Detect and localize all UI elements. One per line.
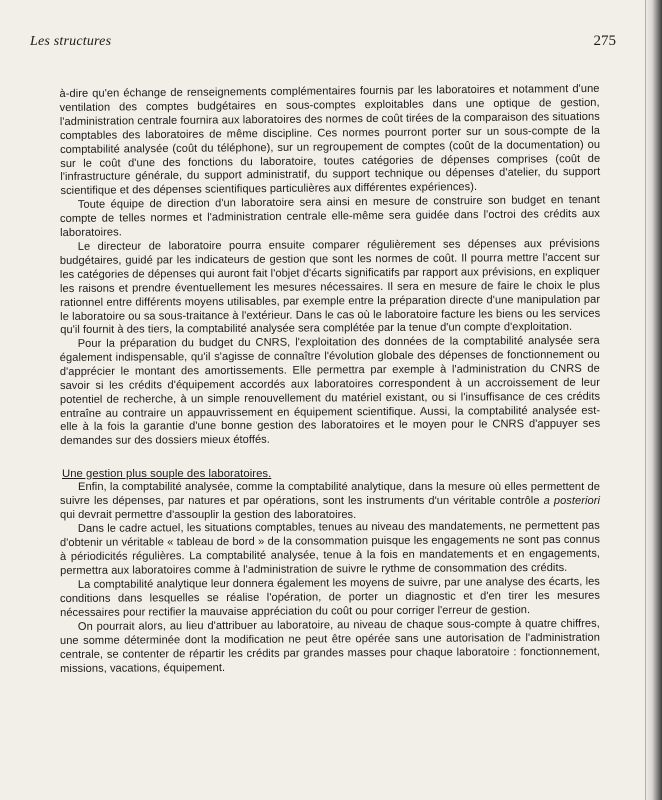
section-heading: Une gestion plus souple des laboratoires. [62,467,272,480]
paragraph-text: Enfin, la comptabilité analysée, comme la comptabilité analytique, dans la mesure où elles permettent de suivre les dépenses, par natures et par opérations, sont les instruments d'un véritable contrôle [60,481,600,508]
running-header [30,34,616,54]
section-spacer [60,450,600,468]
paragraph-budget-construction: Toute équipe de direction d'un laboratoire sera ainsi en mesure de construire son budget en tenant compte de telles normes et l'administration centrale elle-même sera guidée dans l'octroi des crédits aux laboratoires. [59,194,601,240]
paragraph-cnrs-budget: Pour la préparation du budget du CNRS, l'exploitation des données de la comptabilité analysée sera également indispensable, qu'il s'agisse de connaître l'évolution globale des dépenses de fonctionnement ou d'apprécier le montant des amortissements. Elle permettra par exemple à l'administration du CNRS de savoir si les crédits d'équipement accordés aux laboratoires correspondent à un accroissement de leur potentiel de recherche, à un simple renouvellement du matériel existant, ou si l'insuffisance de ces crédits entraîne au contraire un appauvrissement en équipement scientifique. Aussi, la comptabilité analysée est-elle à la fois la garantie d'une bonne gestion des laboratoires et le moyen pour le CNRS d'appuyer ses demandes sur des dossiers mieux étoffés. [59,335,601,448]
running-title: Les structures [30,34,112,49]
paragraph-text: qui devrait permettre d'assouplir la gestion des laboratoires. [60,509,357,522]
paragraph-analytic-accounting: La comptabilité analytique leur donnera également les moyens de suivre, par une analyse des écarts, les conditions dans lesquelles se réalise l'opération, de porter un diagnostic et d'en tirer les mesures nécessaires pour rectifier la mauvaise appréciation du coût ou pour corriger l'erreur de gestion. [59,575,601,619]
scan-shadow [644,0,662,800]
page-number: 275 [593,33,616,49]
paragraph-credit-allocation: On pourrait alors, au lieu d'attribuer au laboratoire, au niveau de chaque sous-compte à quatre chiffres, une somme déterminée dont la modification ne peut être opérée sans une autorisation de l'administration centrale, se contenter de répartir les crédits par grandes masses pour chaque laboratoire : fonctionnement, missions, vacations, équipement. [59,617,601,675]
paragraph-current-framework: Dans le cadre actuel, les situations comptables, tenues au niveau des mandatements, ne permettent pas d'obtenir un véritable « tableau de bord » de la consommation puisque les engagements ne sont pas connus à périodicités régulières. La comptabilité analysée, tenue à la fois en mandatements et en engagements, permettra aux laboratoires comme à l'administration de suivre le rythme de consommation des crédits. [59,519,601,577]
page-body [59,82,601,676]
paragraph-norms: à-dire qu'en échange de renseignements complémentaires fournis par les laboratoires et notamment d'une ventilation des comptes budgétaires en sous-comptes exploitables dans une optique de gestion, l'administration centrale fournira aux laboratoires des normes de coût tirées de la comparaison des situations comptables des laboratoires de même discipline. Ces normes pourront porter sur un sous-compte de la comptabilité analysée (coût du téléphone), sur un regroupement de comptes (coût de la documentation) ou sur le coût d'une des fonctions du laboratoire, toutes catégories de dépenses comprises (coût de l'infrastructure générale, du support administratif, du support technique ou dépenses d'atelier, du support scientifique et des dépenses scientifiques particulières aux différentes expériences). [59,82,601,198]
paragraph-lab-director: Le directeur de laboratoire pourra ensuite comparer régulièrement ses dépenses aux prévisions budgétaires, guidé par les indicateurs de gestion que sont les normes de coût. Il pourra mettre l'accent sur les catégories de dépenses qui auront fait l'objet d'écarts significatifs par rapport aux prévisions, en expliquer les raisons et prendre éventuellement les mesures nécessaires. Il sera en mesure de faire le choix le plus rationnel entre différents moyens utilisables, par exemple entre la préparation directe d'une manipulation par le laboratoire ou sa sous-traitance à l'extérieur. Dans le cas où le laboratoire facture les biens ou les services qu'il fournit à des tiers, la comptabilité analysée sera complétée par la tenue d'un compte d'exploitation. [59,237,601,337]
paragraph-flexible-management [60,481,600,523]
italic-phrase: a posteriori [543,495,600,508]
